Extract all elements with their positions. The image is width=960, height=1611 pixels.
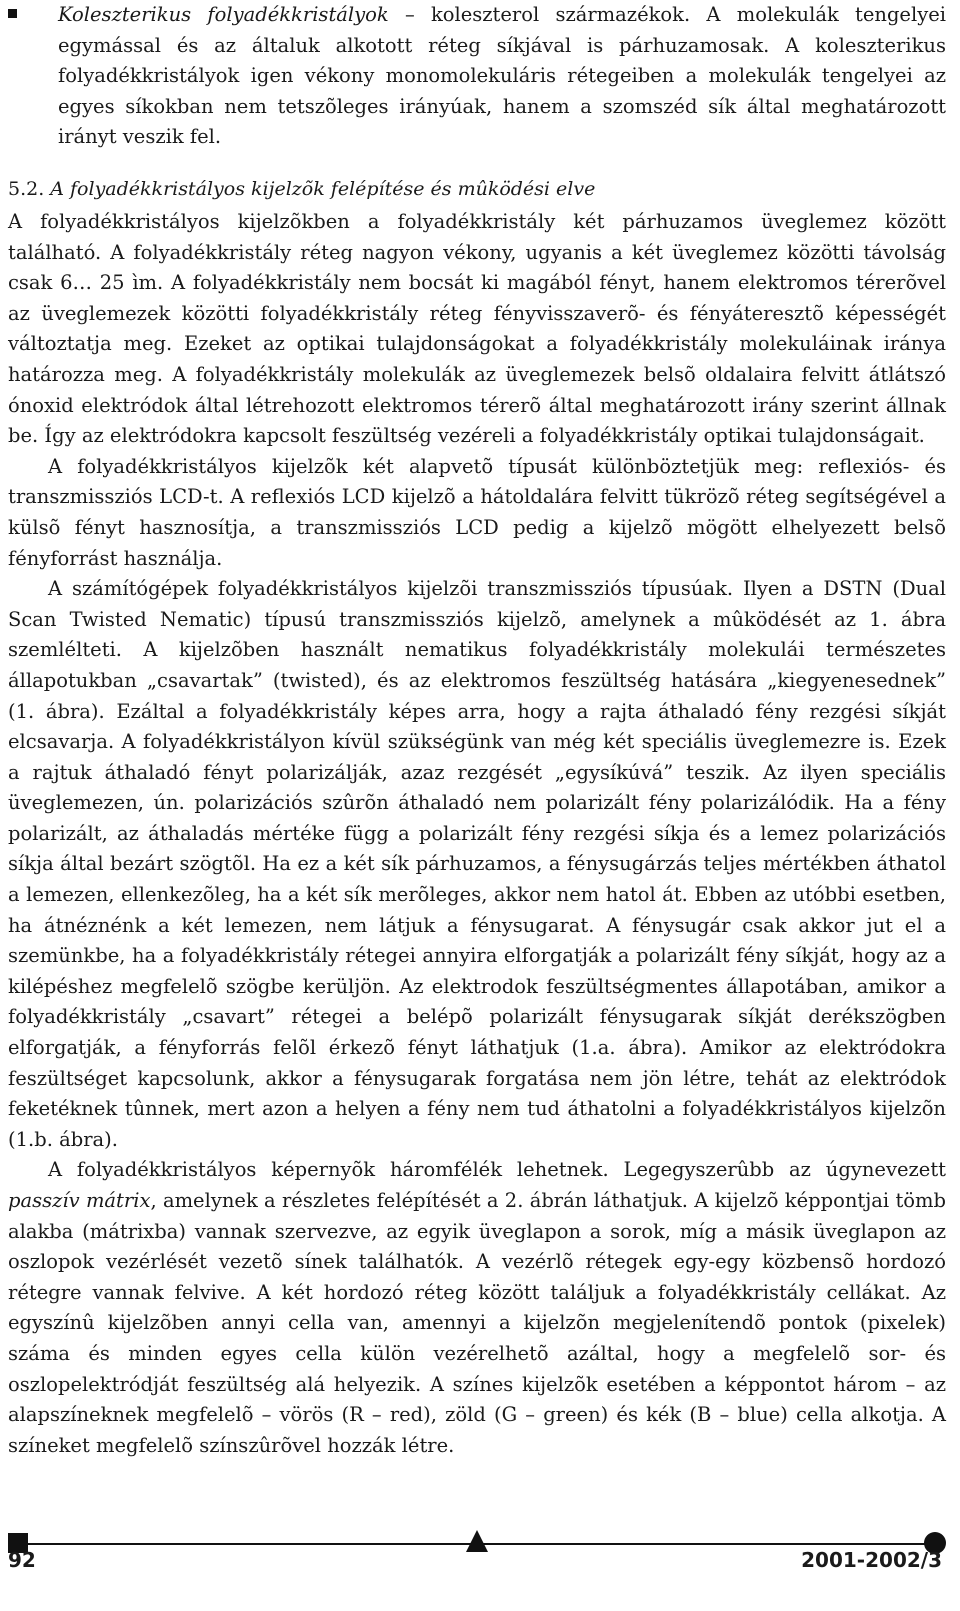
bullet-square-icon <box>8 9 17 18</box>
triangle-marker-icon <box>466 1530 488 1552</box>
bullet-text: koleszterol származékok. A molekulák tengelyei egymással és az általuk alkotott réteg síkjával is párhuzamosak. A koleszterikus folyadékkristályok igen vékony monomolekuláris rétegeiben a molekulák tengelyei az egyes síkokban nem tetszõleges irányúak, hanem a szomszéd sík által meghatározott irányt veszik fel. <box>58 3 946 149</box>
paragraph-1: A folyadékkristályos kijelzõkben a folyadékkristály két párhuzamos üveglemez között található. A folyadékkristály réteg nagyon vékony, ugyanis a két üveglemez közötti távolság csak 6… 25 ìm. A folyadékkristály nem bocsát ki magából fényt, hanem elektromos térerõvel az üveglemezek közötti folyadékkristály réteg fényvisszaverõ- és fényáteresztõ képességét változtatja meg. Ezeket az optikai tulajdonságokat a folyadékkristály molekuláinak iránya határozza meg. A folyadékkristály molekulák az üveglemezek belsõ oldalaira felvitt átlátszó ónoxid elektródok által létrehozott elektromos térerõ által meghatározott irány szerint állnak be. Így az elektródokra kapcsolt feszültség vezéreli a folyadékkristály optikai tulajdonságait. <box>8 210 946 448</box>
paragraph-4 <box>8 1155 946 1461</box>
paragraph-4-rest: , amelynek a részletes felépítését a 2. ábrán láthatjuk. A kijelzõ képpontjai tömb alakba (mátrixba) vannak szervezve, az egyik üveglapon a sorok, míg a másik üveglapon az oszlopok vezérlését vezetõ sínek találhatók. A vezérlõ rétegek egy-egy közbensõ hordozó rétegre vannak felvive. A két hordozó réteg között találjuk a folyadékkristály cellákat. Az egyszínû kijelzõben annyi cella van, amennyi a kijelzõn megjelenítendõ pontok (pixelek) száma és minden egyes cella külön vezérelhetõ azáltal, hogy a megfelelõ sor- és oszlopelektródját feszültség alá helyezik. A színes kijelzõk esetében a képpontot három – az alapszíneknek megfelelõ – vörös (R – red), zöld (G – green) és kék (B – blue) cella alkotja. A színeket megfelelõ színszûrõvel hozzák létre. <box>8 1189 946 1457</box>
bullet-dash: – <box>388 3 431 26</box>
bullet-item <box>8 0 946 153</box>
paragraph-4-start: A folyadékkristályos képernyõk háromfélék lehetnek. Legegyszerûbb az úgynevezett <box>48 1158 946 1182</box>
page-number: 92 <box>8 1548 36 1572</box>
paragraph-4-term: passzív mátrix <box>8 1189 151 1212</box>
bullet-term: Koleszterikus folyadékkristályok <box>58 3 389 26</box>
body-text <box>8 207 946 1461</box>
section-number: 5.2. <box>8 178 45 200</box>
paragraph-3: A számítógépek folyadékkristályos kijelzõi transzmissziós típusúak. Ilyen a DSTN (Dual Scan Twisted Nematic) típusú transzmissziós kijelzõ, amelynek a mûködését az 1. ábra szemlélteti. A kijelzõben használt nematikus folyadékkristály molekulái természetes állapotukban „csavartak” (twisted), és az elektromos feszültség hatására „kiegyenesednek” (1. ábra). Ezáltal a folyadékkristály képes arra, hogy a rajta áthaladó fény rezgési síkját elcsavarja. A folyadékkristályon kívül szükségünk van még két speciális üveglemezre is. Ezek a rajtuk áthaladó fényt polarizálják, azaz rezgését „egysíkúvá” teszik. Az ilyen speciális üveglemezen, ún. polarizációs szûrõn áthaladó nem polarizált fény polarizálódik. Ha a fény polarizált, az áthaladás mértéke függ a polarizált fény rezgési síkja és a lemez polarizációs síkja által bezárt szögtõl. Ha ez a két sík párhuzamos, a fénysugárzás teljes mértékben áthatol a lemezen, ellenkezõleg, ha a két sík merõleges, akkor nem hatol át. Ebben az utóbbi esetben, ha átnéznénk a két lemezen, nem látjuk a fénysugarat. A fénysugár csak akkor jut el a szemünkbe, ha a folyadékkristály rétegei annyira elforgatják a polarizált fény síkját, hogy az a kilépéshez megfelelõ szögbe kerüljön. Az elektrodok feszültségmentes állapotában, amikor a folyadékkristály „csavart” rétegei a belépõ polarizált fénysugarak síkját derékszögben elforgatják, a fényforrás felõl érkezõ fényt láthatjuk (1.a. ábra). Amikor az elektródokra feszültséget kapcsolunk, akkor a fénysugarak forgatása nem jön létre, tehát az elektródok feketéknek tûnnek, mert azon a helyen a fény nem tud áthatolni a folyadékkristályos kijelzõn (1.b. ábra). <box>8 577 946 1151</box>
section-title: A folyadékkristályos kijelzõk felépítése és mûködési elve <box>50 178 596 200</box>
bullet-paragraph <box>58 0 946 153</box>
document-page <box>8 0 946 1611</box>
issue-number: 2001-2002/3 <box>801 1548 942 1572</box>
page-footer <box>8 1528 946 1588</box>
paragraph-2: A folyadékkristályos kijelzõk két alapvetõ típusát különböztetjük meg: reflexiós- és transzmissziós LCD-t. A reflexiós LCD kijelzõ a hátoldalára felvitt tükrözõ réteg segítségével a külsõ fényt hasznosítja, a transzmissziós LCD pedig a kijelzõ mögött elhelyezett belsõ fényforrást használja. <box>8 454 946 570</box>
section-heading <box>8 178 595 200</box>
